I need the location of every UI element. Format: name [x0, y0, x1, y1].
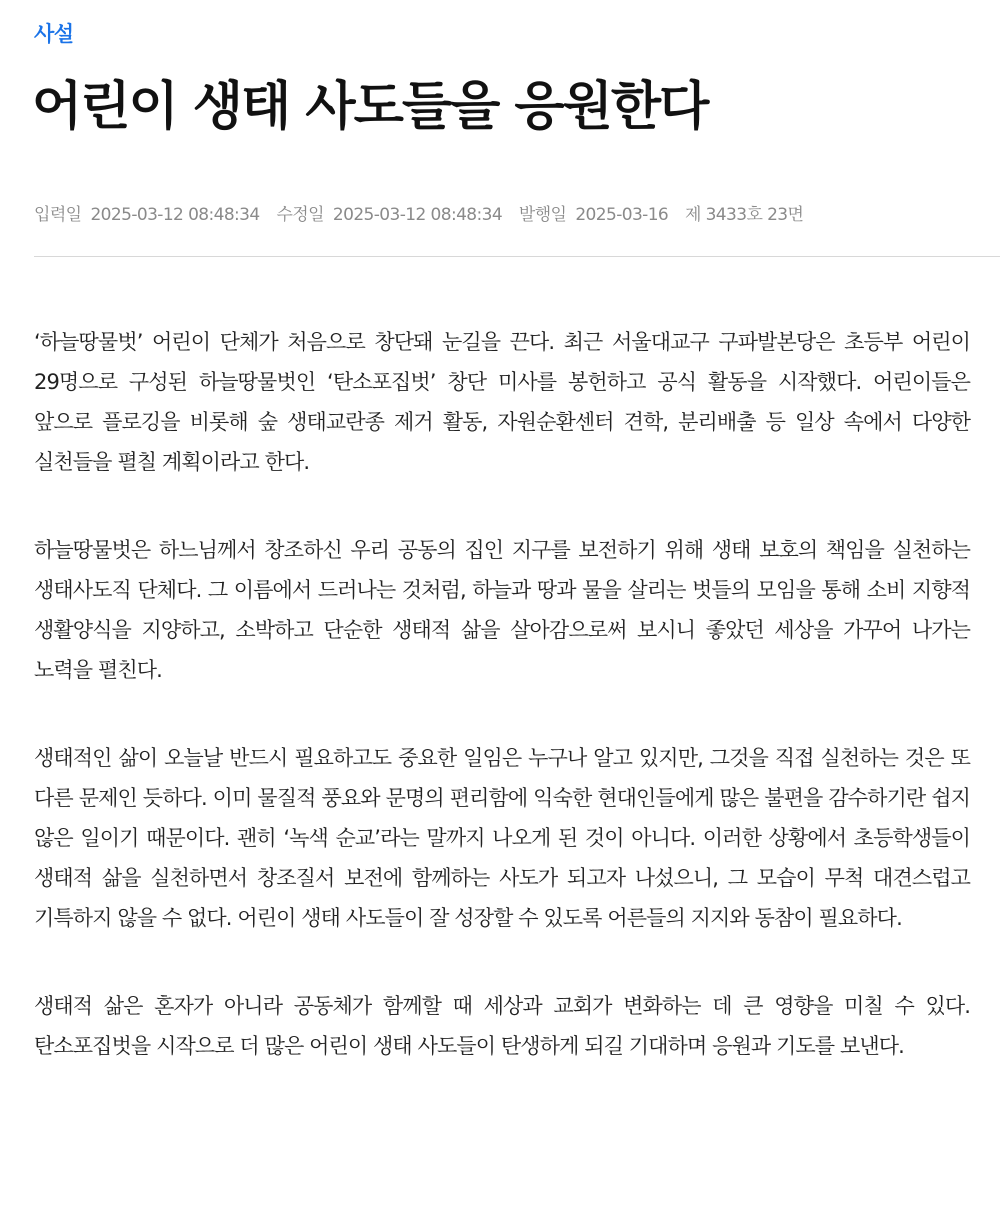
modified-date-label: 수정일 — [276, 205, 324, 225]
input-date-label: 입력일 — [34, 205, 82, 225]
publish-date-group — [519, 200, 668, 225]
article-meta — [34, 200, 803, 225]
paragraph: 생태적인 삶이 오늘날 반드시 필요하고도 중요한 일임은 누구나 알고 있지만, 그것을 직접 실천하는 것은 또 다른 문제인 듯하다. 이미 물질적 풍요와 문명의 편리함에 익숙한 현대인들에게 많은 불편을 감수하기란 쉽지 않은 일이기 때문이다. 괜히 ‘녹색 순교’라는 말까지 나오게 된 것이 아니다. 이러한 상황에서 초등학생들이 생태적 삶을 실천하면서 창조질서 보전에 함께하는 사도가 되고자 나섰으니, 그 모습이 무척 대견스럽고 기특하지 않을 수 없다. 어린이 생태 사도들이 잘 성장할 수 있도록 어른들의 지지와 동참이 필요하다. — [34, 746, 970, 930]
article-body — [34, 322, 970, 1114]
input-date-value: 2025-03-12 08:48:34 — [90, 205, 260, 225]
issue-info: 제 3433호 23면 — [684, 205, 804, 225]
modified-date-group — [276, 200, 502, 225]
publish-date-label: 발행일 — [518, 205, 567, 225]
publish-date-value: 2025-03-16 — [575, 205, 669, 225]
article-title: 어린이 생태 사도들을 응원한다 — [32, 77, 708, 137]
paragraph: ‘하늘땅물벗’ 어린이 단체가 처음으로 창단돼 눈길을 끈다. 최근 서울대교구 구파발본당은 초등부 어린이 29명으로 구성된 하늘땅물벗인 ‘탄소포집벗’ 창단 미사를 봉헌하고 공식 활동을 시작했다. 어린이들은 앞으로 플로깅을 비롯해 숲 생태교란종 제거 활동, 자원순환센터 견학, 분리배출 등 일상 속에서 다양한 실천들을 펼칠 계획이라고 한다. — [34, 330, 970, 474]
paragraph: 생태적 삶은 혼자가 아니라 공동체가 함께할 때 세상과 교회가 변화하는 데 큰 영향을 미칠 수 있다. 탄소포집벗을 시작으로 더 많은 어린이 생태 사도들이 탄생하게 되길 기대하며 응원과 기도를 보낸다. — [34, 994, 970, 1058]
category-link[interactable]: 사설 — [34, 22, 74, 46]
input-date-group — [34, 200, 260, 225]
paragraph: 하늘땅물벗은 하느님께서 창조하신 우리 공동의 집인 지구를 보전하기 위해 생태 보호의 책임을 실천하는 생태사도직 단체다. 그 이름에서 드러나는 것처럼, 하늘과 땅과 물을 살리는 벗들의 모임을 통해 소비 지향적 생활양식을 지양하고, 소박하고 단순한 생태적 삶을 살아감으로써 보시니 좋았던 세상을 가꾸어 나가는 노력을 펼친다. — [34, 538, 970, 682]
modified-date-value: 2025-03-12 08:48:34 — [332, 205, 503, 225]
header-divider — [34, 256, 1000, 257]
